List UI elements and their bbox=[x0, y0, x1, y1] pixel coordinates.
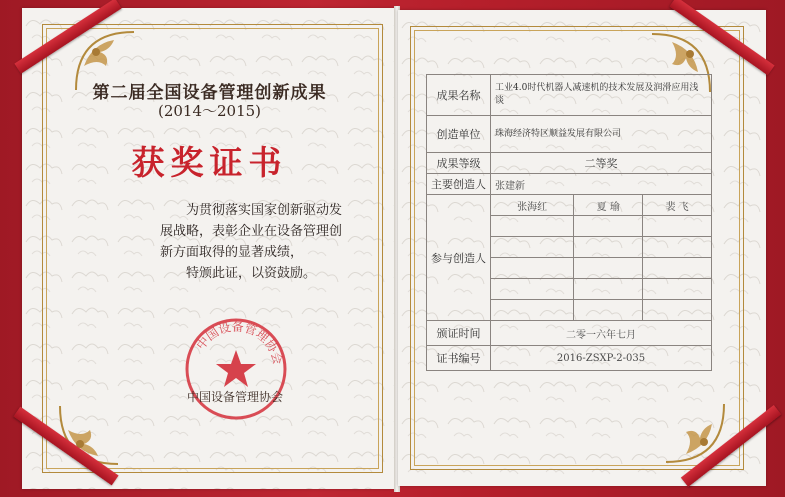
main-creator-label: 主要创造人 bbox=[427, 174, 491, 195]
grade-value: 二等奖 bbox=[491, 153, 712, 174]
achievement-name: 工业4.0时代机器人减速机的技术发展及润滑应用浅谈 bbox=[491, 75, 712, 116]
body-paragraph: 为贯彻落实国家创新驱动发展战略，表彰企业在设备管理创新方面取得的显著成绩， bbox=[160, 203, 343, 260]
participant-name: 夏 瑜 bbox=[574, 195, 643, 216]
issue-time-label: 颁证时间 bbox=[427, 321, 491, 346]
table-row bbox=[427, 321, 712, 346]
participant-name: 裴 飞 bbox=[643, 195, 712, 216]
table-row bbox=[427, 195, 712, 216]
achievement-name-label: 成果名称 bbox=[427, 75, 491, 116]
unit-value: 珠海经济特区顺益发展有限公司 bbox=[491, 116, 712, 153]
table-row bbox=[427, 153, 712, 174]
participants-label: 参与创造人 bbox=[427, 195, 491, 321]
certificate-title: 第二届全国设备管理创新成果 bbox=[92, 83, 327, 103]
main-creator-value: 张建新 bbox=[491, 174, 712, 195]
seal-star-icon bbox=[216, 350, 256, 387]
table-row bbox=[427, 174, 712, 195]
table-row bbox=[427, 346, 712, 371]
award-heading: 获奖证书 bbox=[131, 143, 288, 182]
unit-label: 创造单位 bbox=[427, 116, 491, 153]
cert-no-value: 2016-ZSXP-2-035 bbox=[491, 346, 712, 371]
issuer-name: 中国设备管理协会 bbox=[186, 390, 283, 404]
certificate-body bbox=[160, 200, 350, 284]
table-row bbox=[427, 75, 712, 116]
cert-no-label: 证书编号 bbox=[427, 346, 491, 371]
participant-name: 张海红 bbox=[491, 195, 574, 216]
seal-text: 中国设备管理协会 bbox=[193, 319, 285, 366]
grade-label: 成果等级 bbox=[427, 153, 491, 174]
certificate-years: (2014～2015) bbox=[157, 102, 262, 120]
issue-time-value: 二零一六年七月 bbox=[491, 321, 712, 346]
table-row bbox=[427, 116, 712, 153]
body-closing: 特颁此证，以资鼓励。 bbox=[186, 266, 317, 281]
achievement-details-table bbox=[426, 74, 712, 371]
official-seal bbox=[181, 314, 291, 424]
